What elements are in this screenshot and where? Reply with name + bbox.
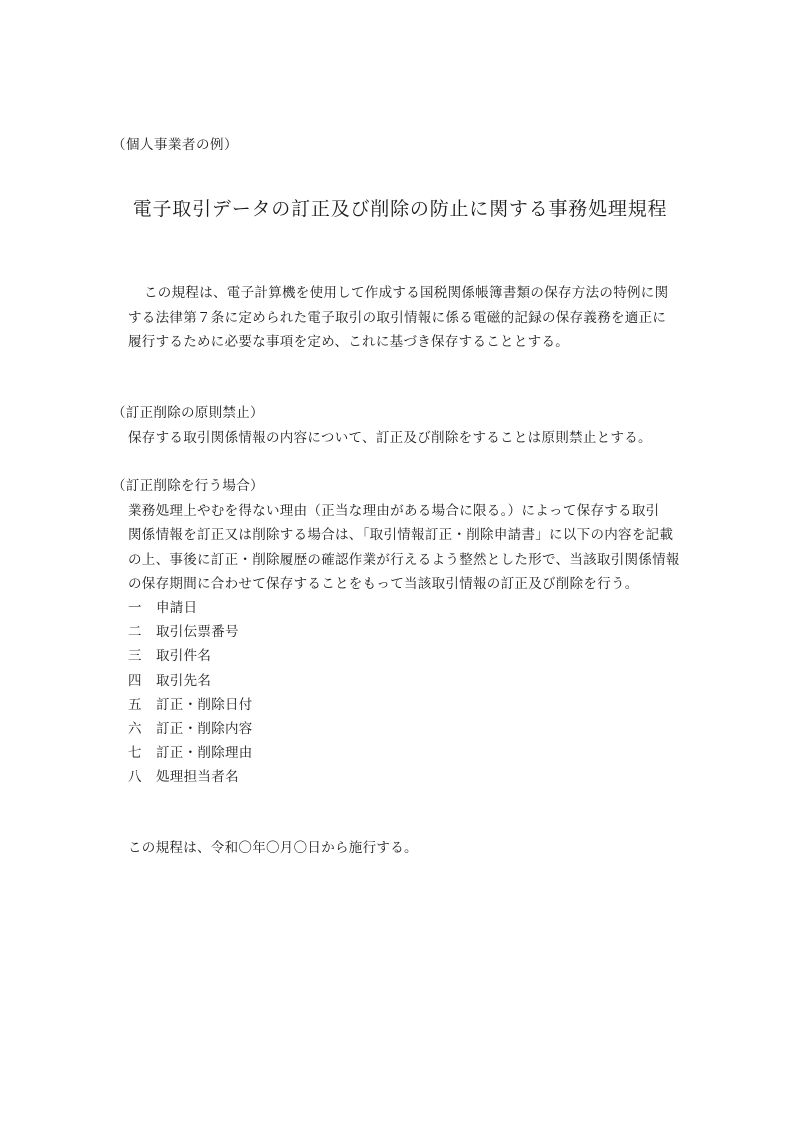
preamble-line: する法律第７条に定められた電子取引の取引情報に係る電磁的記録の保存義務を適正に <box>128 309 667 326</box>
section-correction-cases <box>112 474 680 597</box>
item-number: 五 <box>128 696 142 713</box>
item-number: 二 <box>128 624 142 641</box>
effective-date-clause: この規程は、令和〇年〇月〇日から施行する。 <box>128 840 418 856</box>
list-item <box>128 741 253 765</box>
item-number: 三 <box>128 648 142 665</box>
item-number: 六 <box>128 721 142 738</box>
list-item <box>128 669 253 693</box>
preamble-paragraph <box>128 281 688 355</box>
section-heading: （訂正削除の原則禁止） <box>112 405 264 421</box>
item-number: 七 <box>128 745 142 762</box>
section-body-line: 保存する取引関係情報の内容について、訂正及び削除をすることは原則禁止とする。 <box>128 429 652 446</box>
item-text: 訂正・削除内容 <box>156 721 253 738</box>
document-title: 電子取引データの訂正及び削除の防止に関する事務処理規程 <box>132 198 668 220</box>
item-text: 処理担当者名 <box>156 769 239 786</box>
item-text: 訂正・削除日付 <box>156 696 253 713</box>
item-text: 訂正・削除理由 <box>156 745 253 762</box>
example-note: （個人事業者の例） <box>112 137 238 153</box>
list-item <box>128 765 253 789</box>
section-body-line: の上、事後に訂正・削除履歴の確認作業が行えるよう整然とした形で、当該取引関係情報 <box>128 551 680 568</box>
section-body-line: 関係情報を訂正又は削除する場合は、「取引情報訂正・削除申請書」に以下の内容を記載 <box>128 527 674 543</box>
preamble-line: 履行するために必要な事項を定め、これに基づき保存することとする。 <box>128 334 570 350</box>
list-item <box>128 693 253 717</box>
required-items-list <box>128 596 253 790</box>
item-number: 四 <box>128 672 142 689</box>
item-number: 一 <box>128 600 142 616</box>
item-text: 取引件名 <box>156 648 212 665</box>
item-text: 申請日 <box>156 600 198 616</box>
list-item <box>128 620 253 644</box>
list-item <box>128 644 253 668</box>
list-item <box>128 596 253 620</box>
section-body-line: 業務処理上やむを得ない理由（正当な理由がある場合に限る。）によって保存する取引 <box>128 502 660 519</box>
item-text: 取引伝票番号 <box>156 624 239 641</box>
item-number: 八 <box>128 769 142 786</box>
preamble-line: この規程は、電子計算機を使用して作成する国税関係帳簿書類の保存方法の特例に関 <box>144 285 669 301</box>
item-text: 取引先名 <box>156 672 212 689</box>
section-heading: （訂正削除を行う場合） <box>112 478 264 494</box>
list-item <box>128 717 253 741</box>
section-prohibition <box>112 401 652 450</box>
section-body-line: の保存期間に合わせて保存することをもって当該取引情報の訂正及び削除を行う。 <box>128 576 639 592</box>
